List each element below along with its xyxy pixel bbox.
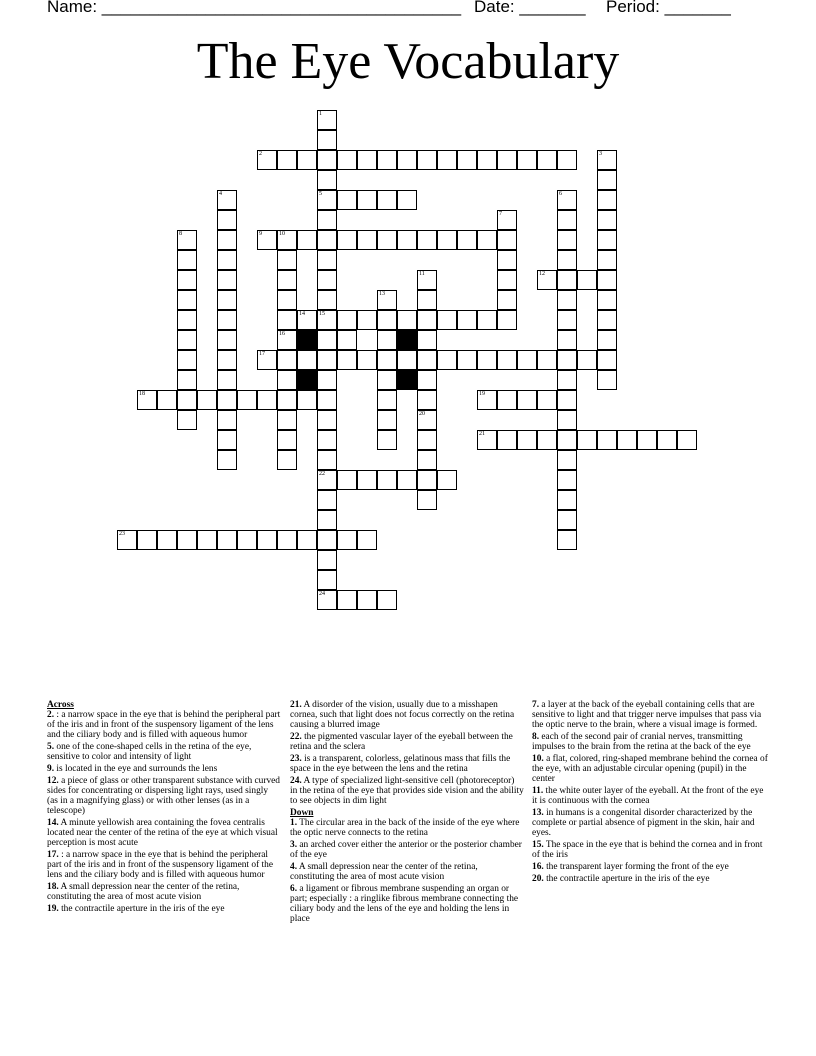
clue-number: 21 — [479, 431, 485, 437]
grid-cell[interactable] — [417, 150, 437, 170]
grid-cell[interactable] — [377, 310, 397, 330]
grid-cell[interactable] — [277, 390, 297, 410]
grid-cell[interactable] — [577, 430, 597, 450]
grid-cell[interactable] — [417, 290, 437, 310]
grid-cell[interactable] — [297, 330, 317, 350]
grid-cell[interactable] — [277, 450, 297, 470]
grid-cell[interactable] — [177, 390, 197, 410]
clue-across: 14. A minute yellowish area containing the fovea centralis located near the center of the retina of the eye at which visual perception is most acute — [47, 818, 278, 848]
grid-cell[interactable] — [217, 270, 237, 290]
grid-cell[interactable] — [557, 230, 577, 250]
grid-cell[interactable] — [257, 390, 277, 410]
clue-down: 7. a layer at the back of the eyeball containing cells that are sensitive to light and that trigger nerve impulses that pass via the optic nerve to the brain, where a visual image is formed. — [532, 700, 762, 730]
clue-number: 18 — [139, 391, 145, 397]
clue-across: 9. is located in the eye and surrounds the lens — [47, 764, 218, 774]
clue-down: 3. an arched cover either the anterior or the posterior chamber of the eye — [290, 840, 522, 860]
grid-cell[interactable] — [417, 490, 437, 510]
clue-number: 2 — [259, 151, 262, 157]
grid-cell[interactable] — [557, 370, 577, 390]
grid-cell[interactable] — [557, 330, 577, 350]
grid-cell[interactable] — [317, 510, 337, 530]
grid-cell[interactable] — [597, 210, 617, 230]
grid-cell[interactable] — [177, 230, 197, 250]
grid-cell[interactable] — [337, 190, 357, 210]
grid-cell[interactable] — [297, 310, 317, 330]
clue-across: 19. the contractile aperture in the iris of the eye — [47, 904, 225, 914]
grid-cell[interactable] — [317, 270, 337, 290]
grid-cell[interactable] — [477, 310, 497, 330]
grid-cell[interactable] — [557, 210, 577, 230]
grid-cell[interactable] — [217, 330, 237, 350]
grid-cell[interactable] — [497, 290, 517, 310]
clue-number: 24 — [319, 591, 325, 597]
grid-cell[interactable] — [377, 150, 397, 170]
grid-cell[interactable] — [277, 410, 297, 430]
grid-cell[interactable] — [377, 330, 397, 350]
grid-cell[interactable] — [317, 410, 337, 430]
grid-cell[interactable] — [297, 390, 317, 410]
grid-cell[interactable] — [177, 310, 197, 330]
grid-cell[interactable] — [317, 350, 337, 370]
grid-cell[interactable] — [337, 470, 357, 490]
grid-cell[interactable] — [317, 590, 337, 610]
clue-number: 16 — [279, 331, 285, 337]
grid-cell[interactable] — [597, 330, 617, 350]
grid-cell[interactable] — [197, 390, 217, 410]
grid-cell[interactable] — [277, 430, 297, 450]
grid-cell[interactable] — [417, 450, 437, 470]
grid-cell[interactable] — [317, 150, 337, 170]
grid-cell[interactable] — [237, 390, 257, 410]
grid-cell[interactable] — [217, 390, 237, 410]
grid-cell[interactable] — [217, 230, 237, 250]
grid-cell[interactable] — [217, 410, 237, 430]
grid-cell[interactable] — [417, 350, 437, 370]
grid-cell[interactable] — [597, 290, 617, 310]
grid-cell[interactable] — [337, 530, 357, 550]
grid-cell[interactable] — [177, 330, 197, 350]
grid-cell[interactable] — [217, 430, 237, 450]
clue-across: 23. is a transparent, colorless, gelatinous mass that fills the space in the eye between the lens and the retina — [290, 754, 511, 774]
grid-cell[interactable] — [557, 490, 577, 510]
clues-column-2 — [290, 700, 524, 926]
grid-cell[interactable] — [517, 150, 537, 170]
grid-cell[interactable] — [637, 430, 657, 450]
grid-cell[interactable] — [317, 390, 337, 410]
grid-cell[interactable] — [157, 390, 177, 410]
grid-cell[interactable] — [497, 210, 517, 230]
grid-cell[interactable] — [357, 310, 377, 330]
grid-cell[interactable] — [437, 230, 457, 250]
grid-cell[interactable] — [497, 150, 517, 170]
grid-cell[interactable] — [317, 430, 337, 450]
grid-cell[interactable] — [277, 150, 297, 170]
grid-cell[interactable] — [257, 150, 277, 170]
grid-cell[interactable] — [277, 290, 297, 310]
grid-cell[interactable] — [377, 350, 397, 370]
grid-cell[interactable] — [317, 490, 337, 510]
grid-cell[interactable] — [337, 590, 357, 610]
grid-cell[interactable] — [297, 230, 317, 250]
grid-cell[interactable] — [517, 390, 537, 410]
grid-cell[interactable] — [457, 350, 477, 370]
grid-cell[interactable] — [557, 430, 577, 450]
grid-cell[interactable] — [517, 430, 537, 450]
grid-cell[interactable] — [377, 430, 397, 450]
grid-cell[interactable] — [197, 530, 217, 550]
grid-cell[interactable] — [177, 530, 197, 550]
clue-down: 8. each of the second pair of cranial nerves, transmitting impulses to the brain from the retina at the back of the eye — [532, 732, 751, 752]
grid-cell[interactable] — [477, 430, 497, 450]
grid-cell[interactable] — [337, 350, 357, 370]
grid-cell[interactable] — [417, 310, 437, 330]
grid-cell[interactable] — [297, 150, 317, 170]
grid-cell[interactable] — [497, 310, 517, 330]
grid-cell[interactable] — [277, 530, 297, 550]
clue-across: 22. the pigmented vascular layer of the eyeball between the retina and the sclera — [290, 732, 513, 752]
grid-cell[interactable] — [417, 470, 437, 490]
grid-cell[interactable] — [377, 370, 397, 390]
grid-cell[interactable] — [557, 150, 577, 170]
grid-cell[interactable] — [337, 330, 357, 350]
clue-number: 3 — [599, 151, 602, 157]
clue-number: 13 — [379, 291, 385, 297]
grid-cell[interactable] — [397, 190, 417, 210]
clue-across: 5. one of the cone-shaped cells in the retina of the eye, sensitive to color and intensity of light — [47, 742, 252, 762]
grid-cell[interactable] — [277, 270, 297, 290]
clue-number: 6 — [559, 191, 562, 197]
grid-cell[interactable] — [557, 190, 577, 210]
grid-cell[interactable] — [217, 530, 237, 550]
grid-cell[interactable] — [337, 150, 357, 170]
grid-cell[interactable] — [397, 310, 417, 330]
grid-cell[interactable] — [317, 250, 337, 270]
grid-cell[interactable] — [357, 590, 377, 610]
grid-cell[interactable] — [377, 390, 397, 410]
grid-cell[interactable] — [317, 290, 337, 310]
clue-number: 22 — [319, 471, 325, 477]
grid-cell[interactable] — [437, 350, 457, 370]
grid-cell[interactable] — [457, 230, 477, 250]
clue-down: 4. A small depression near the center of the retina, constituting the area of most acute vision — [290, 862, 478, 882]
date-field[interactable]: Date: _______ — [474, 0, 586, 16]
grid-cell[interactable] — [477, 150, 497, 170]
clue-down: 16. the transparent layer forming the front of the eye — [532, 862, 729, 872]
clue-down: 13. in humans is a congenital disorder characterized by the complete or partial absence of pigment in the skin, hair and eyes. — [532, 808, 755, 838]
grid-cell[interactable] — [417, 330, 437, 350]
grid-cell[interactable] — [357, 470, 377, 490]
grid-cell[interactable] — [357, 350, 377, 370]
clues-column-3 — [532, 700, 768, 886]
grid-cell[interactable] — [357, 230, 377, 250]
grid-cell[interactable] — [177, 350, 197, 370]
grid-cell[interactable] — [277, 230, 297, 250]
grid-cell[interactable] — [277, 310, 297, 330]
grid-cell[interactable] — [597, 350, 617, 370]
grid-cell[interactable] — [657, 430, 677, 450]
clue-number: 19 — [479, 391, 485, 397]
grid-cell[interactable] — [317, 230, 337, 250]
grid-cell[interactable] — [257, 530, 277, 550]
clue-down: 10. a flat, colored, ring-shaped membrane behind the cornea of the eye, with an adjustable circular opening (pupil) in the center — [532, 754, 768, 784]
grid-cell[interactable] — [357, 530, 377, 550]
grid-cell[interactable] — [257, 230, 277, 250]
grid-cell[interactable] — [417, 230, 437, 250]
grid-cell[interactable] — [177, 250, 197, 270]
grid-cell[interactable] — [537, 390, 557, 410]
grid-cell[interactable] — [537, 270, 557, 290]
clue-across: 21. A disorder of the vision, usually due to a misshapen cornea, such that light does not focus correctly on the retina causing a blurred image — [290, 700, 515, 730]
grid-cell[interactable] — [557, 270, 577, 290]
grid-cell[interactable] — [277, 350, 297, 370]
grid-cell[interactable] — [437, 150, 457, 170]
grid-cell[interactable] — [317, 530, 337, 550]
grid-cell[interactable] — [397, 370, 417, 390]
clue-number: 20 — [419, 411, 425, 417]
grid-cell[interactable] — [557, 450, 577, 470]
clue-number: 23 — [119, 531, 125, 537]
grid-cell[interactable] — [317, 210, 337, 230]
grid-cell[interactable] — [377, 290, 397, 310]
clue-number: 15 — [319, 311, 325, 317]
grid-cell[interactable] — [597, 230, 617, 250]
down-heading: Down — [290, 808, 314, 818]
grid-cell[interactable] — [217, 190, 237, 210]
grid-cell[interactable] — [137, 530, 157, 550]
clue-number: 4 — [219, 191, 222, 197]
grid-cell[interactable] — [317, 450, 337, 470]
grid-cell[interactable] — [217, 450, 237, 470]
clue-down: 20. the contractile aperture in the iris of the eye — [532, 874, 710, 884]
grid-cell[interactable] — [397, 230, 417, 250]
clue-number: 10 — [279, 231, 285, 237]
grid-cell[interactable] — [377, 410, 397, 430]
grid-cell[interactable] — [557, 350, 577, 370]
grid-cell[interactable] — [317, 190, 337, 210]
grid-cell[interactable] — [557, 390, 577, 410]
grid-cell[interactable] — [557, 310, 577, 330]
clue-down: 11. the white outer layer of the eyeball. At the front of the eye it is continuous with the cornea — [532, 786, 764, 806]
grid-cell[interactable] — [477, 350, 497, 370]
grid-cell[interactable] — [317, 330, 337, 350]
clue-across: 24. A type of specialized light-sensitive cell (photoreceptor) in the retina of the eye that provides side vision and the ability to see objects in dim light — [290, 776, 524, 806]
grid-cell[interactable] — [497, 350, 517, 370]
grid-cell[interactable] — [317, 310, 337, 330]
clue-down: 15. The space in the eye that is behind the cornea and in front of the iris — [532, 840, 763, 860]
clue-down: 1. The circular area in the back of the inside of the eye where the optic nerve connects to the retina — [290, 818, 520, 838]
grid-cell[interactable] — [617, 430, 637, 450]
grid-cell[interactable] — [277, 330, 297, 350]
grid-cell[interactable] — [377, 590, 397, 610]
grid-cell[interactable] — [377, 190, 397, 210]
grid-cell[interactable] — [417, 370, 437, 390]
clue-number: 1 — [319, 111, 322, 117]
grid-cell[interactable] — [497, 250, 517, 270]
across-heading: Across — [47, 700, 74, 710]
grid-cell[interactable] — [397, 330, 417, 350]
clue-number: 11 — [419, 271, 425, 277]
name-field[interactable]: Name: ______________________________________ — [47, 0, 462, 16]
grid-cell[interactable] — [217, 290, 237, 310]
grid-cell[interactable] — [417, 270, 437, 290]
grid-cell[interactable] — [217, 250, 237, 270]
clue-across: 2. : a narrow space in the eye that is behind the peripheral part of the iris and in front of the suspensory ligament of the lens and the ciliary body and is filled with aqueous humor — [47, 710, 281, 740]
grid-cell[interactable] — [597, 190, 617, 210]
grid-cell[interactable] — [297, 370, 317, 390]
grid-cell[interactable] — [537, 150, 557, 170]
grid-cell[interactable] — [117, 530, 137, 550]
grid-cell[interactable] — [317, 370, 337, 390]
grid-cell[interactable] — [557, 250, 577, 270]
grid-cell[interactable] — [557, 470, 577, 490]
clue-number: 5 — [319, 191, 322, 197]
grid-cell[interactable] — [597, 250, 617, 270]
grid-cell[interactable] — [577, 270, 597, 290]
grid-cell[interactable] — [257, 350, 277, 370]
grid-cell[interactable] — [277, 250, 297, 270]
grid-cell[interactable] — [137, 390, 157, 410]
grid-cell[interactable] — [317, 550, 337, 570]
grid-cell[interactable] — [297, 350, 317, 370]
clue-number: 12 — [539, 271, 545, 277]
grid-cell[interactable] — [477, 230, 497, 250]
grid-cell[interactable] — [497, 230, 517, 250]
grid-cell[interactable] — [177, 370, 197, 390]
clue-across: 17. : a narrow space in the eye that is behind the peripheral part of the iris and in front of the suspensory ligament of the lens and the ciliary body and is filled with aqueous humor — [47, 850, 273, 880]
grid-cell[interactable] — [277, 370, 297, 390]
clue-number: 7 — [499, 211, 502, 217]
grid-cell[interactable] — [417, 410, 437, 430]
clue-number: 14 — [299, 311, 305, 317]
grid-cell[interactable] — [417, 390, 437, 410]
grid-cell[interactable] — [337, 230, 357, 250]
grid-cell[interactable] — [317, 470, 337, 490]
grid-cell[interactable] — [557, 410, 577, 430]
grid-cell[interactable] — [677, 430, 697, 450]
grid-cell[interactable] — [297, 530, 317, 550]
grid-cell[interactable] — [557, 530, 577, 550]
clues-column-1 — [47, 700, 281, 916]
clue-down: 6. a ligament or fibrous membrane suspending an organ or part; especially : a ringlike fibrous membrane connecting the ciliary body and the lens of the eye and holding the lens in place — [290, 884, 519, 924]
grid-cell[interactable] — [497, 430, 517, 450]
grid-cell[interactable] — [477, 390, 497, 410]
grid-cell[interactable] — [217, 370, 237, 390]
grid-cell[interactable] — [537, 430, 557, 450]
grid-cell[interactable] — [177, 290, 197, 310]
grid-cell[interactable] — [377, 230, 397, 250]
grid-cell[interactable] — [597, 170, 617, 190]
grid-cell[interactable] — [217, 310, 237, 330]
grid-cell[interactable] — [177, 270, 197, 290]
grid-cell[interactable] — [577, 350, 597, 370]
grid-cell[interactable] — [377, 470, 397, 490]
grid-cell[interactable] — [397, 150, 417, 170]
grid-cell[interactable] — [397, 350, 417, 370]
grid-cell[interactable] — [317, 170, 337, 190]
grid-cell[interactable] — [597, 270, 617, 290]
grid-cell[interactable] — [497, 270, 517, 290]
grid-cell[interactable] — [597, 310, 617, 330]
clue-number: 8 — [179, 231, 182, 237]
period-field[interactable]: Period: _______ — [606, 0, 731, 16]
clue-number: 17 — [259, 351, 265, 357]
grid-cell[interactable] — [217, 210, 237, 230]
clue-across: 12. a piece of glass or other transparent substance with curved sides for concentrating or dispersing light rays, used singly (as in a magnifying glass) or with other lenses (as in a telescope) — [47, 776, 280, 816]
grid-cell[interactable] — [457, 150, 477, 170]
grid-cell[interactable] — [557, 290, 577, 310]
grid-cell[interactable] — [237, 530, 257, 550]
grid-cell[interactable] — [457, 310, 477, 330]
grid-cell[interactable] — [517, 350, 537, 370]
clue-number: 9 — [259, 231, 262, 237]
grid-cell[interactable] — [557, 510, 577, 530]
grid-cell[interactable] — [357, 190, 377, 210]
grid-cell[interactable] — [497, 390, 517, 410]
grid-cell[interactable] — [317, 130, 337, 150]
grid-cell[interactable] — [177, 410, 197, 430]
grid-cell[interactable] — [357, 150, 377, 170]
grid-cell[interactable] — [317, 570, 337, 590]
grid-cell[interactable] — [157, 530, 177, 550]
grid-cell[interactable] — [597, 370, 617, 390]
grid-cell[interactable] — [437, 310, 457, 330]
grid-cell[interactable] — [417, 430, 437, 450]
grid-cell[interactable] — [537, 350, 557, 370]
grid-cell[interactable] — [437, 470, 457, 490]
clue-across: 18. A small depression near the center of the retina, constituting the area of most acute vision — [47, 882, 240, 902]
page-title: The Eye Vocabulary — [196, 33, 620, 90]
grid-cell[interactable] — [317, 110, 337, 130]
grid-cell[interactable] — [337, 310, 357, 330]
grid-cell[interactable] — [597, 430, 617, 450]
grid-cell[interactable] — [217, 350, 237, 370]
grid-cell[interactable] — [397, 470, 417, 490]
grid-cell[interactable] — [597, 150, 617, 170]
